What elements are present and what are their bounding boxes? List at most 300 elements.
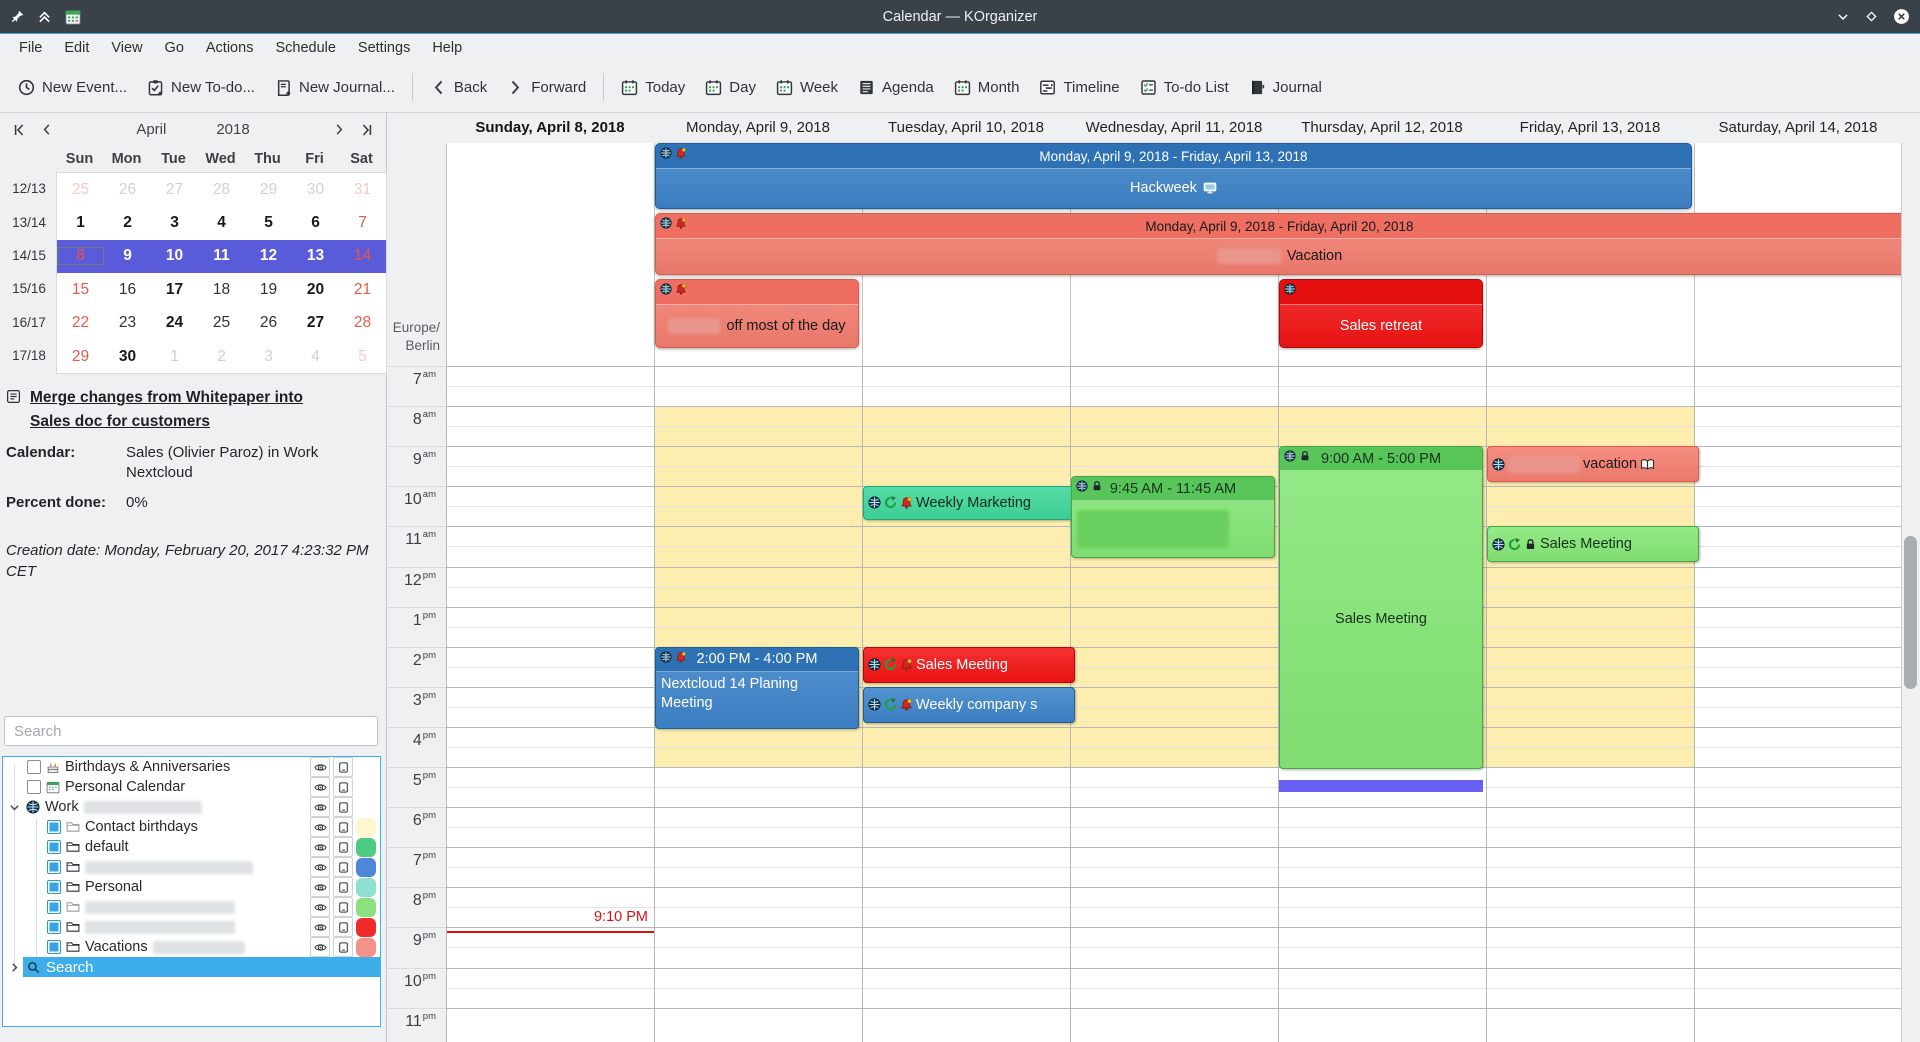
minical-month[interactable]: April — [136, 121, 167, 138]
todo-properties — [6, 443, 374, 514]
minical-day-cell[interactable]: 2 — [123, 214, 132, 232]
calendar-list-item-work[interactable] — [3, 797, 380, 817]
event-sales-meeting-tuesday[interactable] — [863, 647, 1075, 683]
day-header-4[interactable]: Thursday, April 12, 2018 — [1301, 119, 1463, 136]
toggle-visibility-button[interactable] — [310, 917, 330, 937]
minical-day-cell[interactable]: 31 — [353, 180, 372, 198]
day-button[interactable] — [695, 72, 766, 103]
calendar-list-label: Work — [45, 799, 79, 815]
event-vacation-friday[interactable] — [1487, 446, 1699, 482]
hour-line-gutter — [387, 366, 446, 367]
alarm-icon — [900, 658, 913, 671]
minical-day-cell[interactable]: 6 — [311, 214, 320, 232]
eye-icon — [314, 921, 327, 934]
toggle-visibility-button[interactable] — [310, 777, 330, 797]
globe-icon — [1492, 538, 1505, 551]
minical-day-cell[interactable]: 9 — [123, 247, 132, 265]
half-hour-line — [446, 627, 1902, 628]
lock-icon — [1524, 538, 1537, 551]
quickview-button[interactable] — [333, 897, 353, 917]
minical-day-cell[interactable]: 22 — [71, 314, 90, 332]
minical-day-cell[interactable]: 7 — [358, 214, 367, 232]
allday-banner-vacation-banner[interactable] — [655, 213, 1903, 275]
today-button[interactable] — [611, 72, 695, 103]
quickview-button[interactable] — [333, 937, 353, 957]
hour-label — [387, 730, 436, 750]
folder-faded-icon — [66, 820, 80, 834]
journal-button[interactable] — [1239, 72, 1332, 103]
minical-day-cell[interactable]: 26 — [259, 314, 278, 332]
globe-icon — [660, 147, 672, 159]
minical-day-cell[interactable]: 3 — [264, 347, 273, 365]
page-icon — [338, 942, 349, 953]
event-sales-meeting-friday[interactable] — [1487, 526, 1699, 562]
calendar-list-label: default — [85, 839, 129, 855]
menu-file[interactable]: File — [19, 40, 43, 56]
hour-label — [387, 449, 436, 469]
banner-date-range — [656, 214, 1903, 239]
day-header-0[interactable]: Sunday, April 8, 2018 — [475, 119, 625, 136]
banner-title-text: Vacation — [1286, 248, 1343, 264]
minical-day-cell[interactable]: 4 — [217, 214, 226, 232]
hour-line-gutter — [387, 968, 446, 969]
hour-line-gutter — [387, 767, 446, 768]
minical-day-cell[interactable]: 18 — [212, 280, 231, 298]
hour-ampm: am — [422, 409, 436, 421]
chevron-left-icon[interactable] — [40, 123, 53, 136]
todo-list-button[interactable] — [1130, 72, 1239, 103]
menu-schedule[interactable]: Schedule — [275, 40, 336, 56]
hour-line — [446, 567, 1902, 568]
minical-day-cell[interactable]: 17 — [165, 280, 184, 298]
calendar-list-item-calendar-redacted-1[interactable] — [3, 857, 380, 877]
week-label: Week — [799, 78, 839, 96]
quickview-button[interactable] — [333, 777, 353, 797]
hour-label — [387, 610, 436, 630]
todo-property-row — [6, 493, 374, 513]
hour-line-gutter — [387, 727, 446, 728]
menu-settings[interactable]: Settings — [357, 40, 411, 56]
todo-property-row — [6, 443, 374, 484]
eye-icon — [314, 781, 327, 794]
minical-day-cell[interactable]: 1 — [76, 214, 85, 232]
menu-view[interactable]: View — [111, 40, 143, 56]
day-header-6[interactable]: Saturday, April 14, 2018 — [1718, 119, 1878, 136]
lock-icon — [1299, 450, 1311, 462]
calendar-list-label: Contact birthdays — [85, 819, 198, 835]
hour-line — [446, 406, 1902, 407]
calendar-list-actions — [310, 897, 376, 917]
todo-title[interactable]: Merge changes from Whitepaper into Sales doc for customers — [30, 389, 304, 430]
minical-day-cell[interactable]: 30 — [306, 180, 325, 198]
hour-ampm: pm — [422, 609, 436, 621]
calendar-list-item-calendar-redacted-3[interactable] — [3, 917, 380, 937]
hour-line-gutter — [387, 807, 446, 808]
calendar-list-item-personal-calendar[interactable] — [3, 777, 380, 797]
skip-back-icon[interactable] — [12, 123, 26, 137]
hour-number: 2 — [412, 651, 422, 669]
hour-number: 5 — [412, 772, 422, 789]
allday-event-header — [1280, 280, 1482, 305]
calendar-checkbox[interactable] — [47, 920, 61, 934]
new-journal-button[interactable] — [265, 72, 405, 103]
event-icons — [660, 651, 687, 663]
hour-ampm: am — [422, 529, 436, 541]
hour-ampm: pm — [422, 850, 436, 862]
calendar-list-item-default[interactable] — [3, 837, 380, 857]
minical-day-cell[interactable]: 24 — [165, 314, 184, 332]
toggle-visibility-button[interactable] — [310, 857, 330, 877]
weekday-tue: Tue — [161, 151, 186, 167]
folder-icon — [66, 860, 80, 874]
event-body — [1280, 471, 1482, 768]
vertical-scrollbar[interactable] — [1901, 143, 1920, 1042]
computer-icon — [1203, 181, 1217, 195]
alarm-icon — [900, 496, 913, 509]
toggle-visibility-button[interactable] — [310, 877, 330, 897]
minical-day-cell[interactable]: 28 — [212, 180, 231, 198]
calendar-checkbox[interactable] — [47, 900, 61, 914]
minical-day-cell[interactable]: 25 — [212, 314, 231, 332]
folder-icon — [66, 880, 80, 894]
journal-icon — [1249, 79, 1266, 96]
calendar-checkbox[interactable] — [47, 820, 61, 834]
forward-label: Forward — [531, 78, 587, 96]
minical-day-cell[interactable]: 21 — [353, 280, 372, 298]
minimize-icon[interactable] — [1836, 10, 1850, 24]
recur-icon — [1508, 538, 1521, 551]
event-icons — [660, 283, 687, 295]
toggle-visibility-button[interactable] — [310, 897, 330, 917]
calendar-list-label: Birthdays & Anniversaries — [65, 759, 231, 775]
toggle-visibility-button[interactable] — [310, 937, 330, 957]
quickview-button[interactable] — [333, 917, 353, 937]
minical-day-cell[interactable]: 4 — [311, 347, 320, 365]
week-number[interactable]: 14/15 — [12, 247, 46, 263]
timezone-line: Europe/ — [392, 320, 440, 335]
minical-day-cell[interactable]: 14 — [353, 247, 372, 265]
hour-label — [387, 770, 436, 790]
event-title: vacation — [1583, 456, 1638, 473]
today-label: Today — [645, 78, 686, 96]
alarm-icon — [675, 651, 687, 663]
globe-icon — [1076, 480, 1088, 492]
page-icon — [338, 922, 349, 933]
week-number[interactable]: 15/16 — [12, 281, 46, 297]
week-number[interactable]: 17/18 — [12, 348, 46, 364]
toggle-visibility-button[interactable] — [310, 817, 330, 837]
minical-day-cell[interactable]: 29 — [259, 180, 278, 198]
minical-day-cell[interactable]: 1 — [170, 347, 179, 365]
quickview-button[interactable] — [333, 857, 353, 877]
new-todo-button[interactable] — [137, 72, 265, 103]
menu-actions[interactable]: Actions — [205, 40, 254, 56]
skip-forward-icon[interactable] — [360, 123, 374, 137]
banner-title — [656, 239, 1903, 273]
minical-day-cell[interactable]: 23 — [118, 314, 137, 332]
selected-time-slot[interactable] — [1279, 780, 1483, 792]
hour-ampm: pm — [422, 810, 436, 822]
eye-icon — [314, 861, 327, 874]
calendar-checkbox[interactable] — [47, 880, 61, 894]
calendar-checkbox[interactable] — [27, 760, 41, 774]
calendar-list-item-vacations[interactable] — [3, 937, 380, 957]
globe-icon — [660, 283, 672, 295]
calendar-list-actions — [310, 857, 376, 877]
menu-help[interactable]: Help — [432, 40, 463, 56]
hour-line-gutter — [387, 486, 446, 487]
minical-day-cell[interactable]: 15 — [71, 280, 90, 298]
hour-number: 7 — [412, 371, 422, 388]
minical-day-cell[interactable]: 11 — [213, 247, 230, 265]
minical-day-cell[interactable]: 16 — [118, 280, 137, 298]
calendar-list-actions — [310, 757, 376, 777]
minical-day-cell[interactable]: 19 — [259, 280, 278, 298]
clipboard-icon — [147, 79, 164, 96]
menu-edit[interactable]: Edit — [64, 40, 90, 56]
main-content — [0, 113, 1920, 1042]
minical-day-cell[interactable]: 26 — [118, 180, 137, 198]
day-header-3[interactable]: Wednesday, April 11, 2018 — [1085, 119, 1263, 136]
calendar-list-item-contact-birthdays[interactable] — [3, 817, 380, 837]
hour-line-gutter — [387, 647, 446, 648]
calendar-color-swatch — [356, 918, 376, 937]
week-number[interactable]: 12/13 — [12, 181, 46, 197]
cake-icon — [46, 760, 60, 774]
event-nextcloud-14-planing-meeting[interactable] — [655, 647, 859, 729]
grid-column-line — [446, 357, 447, 1042]
toggle-visibility-button[interactable] — [310, 757, 330, 777]
recur-icon — [884, 698, 897, 711]
quickview-button[interactable] — [333, 797, 353, 817]
calendar-color-swatch — [356, 898, 376, 917]
minical-day-cell[interactable]: 8 — [57, 247, 104, 265]
hour-line-gutter — [387, 927, 446, 928]
week-number[interactable]: 13/14 — [12, 214, 46, 230]
minical-day-cell[interactable]: 25 — [71, 180, 90, 198]
redacted-text — [85, 901, 235, 914]
back-button[interactable] — [420, 72, 497, 103]
quickview-button[interactable] — [333, 757, 353, 777]
close-icon[interactable] — [1893, 8, 1910, 25]
minical-day-cell[interactable]: 27 — [306, 314, 325, 332]
folder-icon — [66, 840, 80, 854]
calendar-checkbox[interactable] — [47, 840, 61, 854]
back-label: Back — [453, 78, 488, 96]
shade-icon[interactable] — [37, 9, 52, 24]
minical-day-cell[interactable]: 10 — [165, 247, 184, 265]
chevron-right-small-icon[interactable] — [8, 961, 21, 974]
calendar-checkbox[interactable] — [47, 860, 61, 874]
day-header-1[interactable]: Monday, April 9, 2018 — [686, 119, 830, 136]
calendar-list-item-personal[interactable] — [3, 877, 380, 897]
month-label: Month — [977, 78, 1020, 96]
hour-ampm: pm — [422, 890, 436, 902]
day-header-gutter — [387, 113, 446, 143]
calendar-color-swatch — [356, 878, 376, 897]
event-icons — [1284, 450, 1311, 462]
minical-day-cell[interactable]: 3 — [170, 214, 179, 232]
event-icons — [1284, 283, 1296, 295]
calendar-checkbox[interactable] — [47, 940, 61, 954]
hour-number: 9 — [412, 932, 422, 950]
hour-label — [387, 489, 436, 509]
redacted-text — [668, 318, 720, 334]
hour-ampm: pm — [422, 970, 436, 982]
event-meeting-945-1145[interactable] — [1071, 476, 1275, 558]
chevron-down-icon[interactable] — [8, 801, 21, 814]
agenda-button[interactable] — [848, 72, 944, 103]
minical-day-cell[interactable]: 13 — [306, 247, 325, 265]
globe-icon — [1492, 458, 1505, 471]
maximize-icon[interactable] — [1865, 10, 1878, 23]
globe-icon — [868, 698, 881, 711]
hour-ampm: pm — [422, 930, 436, 942]
sidebar — [0, 113, 387, 1042]
quickview-button[interactable] — [333, 877, 353, 897]
hour-ampm: pm — [422, 649, 436, 661]
month-button[interactable] — [944, 72, 1030, 103]
minical-week-row — [57, 173, 386, 206]
hour-label — [387, 971, 436, 991]
hour-number: 3 — [412, 691, 422, 709]
calendar-list-label: Personal Calendar — [65, 779, 186, 795]
minical-year[interactable]: 2018 — [216, 121, 250, 138]
minical-weekday-header — [56, 146, 386, 172]
quickview-button[interactable] — [333, 837, 353, 857]
hour-label — [387, 1011, 436, 1031]
allday-banner-hackweek[interactable] — [655, 143, 1692, 209]
minical-day-cell[interactable]: 20 — [306, 280, 325, 298]
menu-go[interactable]: Go — [164, 40, 184, 56]
week-number[interactable]: 16/17 — [12, 314, 46, 330]
half-hour-line — [446, 386, 1902, 387]
minical-day-cell[interactable]: 5 — [358, 347, 367, 365]
minical-day-cell[interactable]: 27 — [165, 180, 184, 198]
calendar-list-item-search[interactable] — [3, 957, 380, 977]
minical-day-cell[interactable]: 30 — [118, 347, 137, 365]
allday-event-header — [656, 280, 858, 305]
week-button[interactable] — [766, 72, 848, 103]
eye-icon — [314, 941, 327, 954]
page-icon — [338, 842, 349, 853]
calendar-checkbox[interactable] — [27, 780, 41, 794]
forward-button[interactable] — [497, 72, 596, 103]
folder-faded-icon — [66, 900, 80, 914]
half-hour-line — [446, 988, 1902, 989]
event-weekly-company-standup[interactable] — [863, 687, 1075, 723]
calendar-list-item-birthdays-anniversaries[interactable] — [3, 757, 380, 777]
hour-number: 7 — [412, 852, 422, 870]
hour-label — [387, 529, 436, 549]
page-icon — [338, 862, 349, 873]
calendar-list-selected-row[interactable] — [23, 957, 380, 977]
titlebar-left-icons — [10, 8, 82, 26]
current-time-line — [447, 931, 654, 933]
event-weekly-marketing[interactable] — [863, 486, 1075, 519]
minical-day-cell[interactable]: 12 — [259, 247, 278, 265]
todo-property-value: Sales (Olivier Paroz) in Work Nextcloud — [126, 443, 319, 482]
hour-line-gutter — [387, 607, 446, 608]
day-header-2[interactable]: Tuesday, April 10, 2018 — [888, 119, 1044, 136]
timezone-line: Berlin — [405, 337, 440, 353]
minical-week-row — [57, 240, 386, 273]
eye-icon — [314, 761, 327, 774]
recur-icon — [884, 658, 897, 671]
redacted-text — [153, 941, 245, 954]
globe-icon — [26, 800, 40, 814]
globe-icon — [868, 658, 881, 671]
calendar-list-actions — [310, 837, 376, 857]
window-controls — [1836, 8, 1910, 25]
calendar-list-item-calendar-redacted-2[interactable] — [3, 897, 380, 917]
timeline-button[interactable] — [1029, 72, 1129, 103]
journal-plus-icon — [275, 79, 292, 96]
hour-number: 1 — [412, 611, 422, 629]
day-header-5[interactable]: Friday, April 13, 2018 — [1519, 119, 1661, 136]
toggle-visibility-button[interactable] — [310, 837, 330, 857]
scrollbar-thumb[interactable] — [1904, 536, 1917, 689]
toolbar-separator — [603, 73, 604, 101]
calendar-search-input[interactable] — [4, 716, 378, 746]
calendar-icon — [621, 79, 638, 96]
hour-label — [387, 650, 436, 670]
hour-number: 4 — [412, 731, 422, 749]
allday-event-sales-retreat[interactable] — [1279, 279, 1483, 348]
event-time-text: 9:45 AM - 11:45 AM — [1109, 480, 1237, 497]
hour-line-gutter — [387, 687, 446, 688]
chevron-right-icon[interactable] — [333, 123, 346, 136]
todo-details — [0, 374, 386, 583]
todo-property-label: Percent done: — [6, 494, 107, 512]
page-icon — [338, 882, 349, 893]
chevron-right-icon — [507, 79, 524, 96]
half-hour-line — [446, 867, 1902, 868]
page-icon — [338, 822, 349, 833]
hour-line-gutter — [387, 567, 446, 568]
minical-week-row — [57, 307, 386, 340]
calendar-list-actions — [310, 917, 376, 937]
hour-ampm: pm — [422, 770, 436, 781]
half-hour-line — [446, 426, 1902, 427]
quickview-button[interactable] — [333, 817, 353, 837]
globe-icon — [660, 651, 672, 663]
minical-day-cell[interactable]: 2 — [217, 347, 226, 365]
minical-day-cell[interactable]: 5 — [264, 214, 273, 232]
minical-day-cell[interactable]: 29 — [71, 347, 90, 365]
menubar — [0, 34, 1920, 62]
pin-icon[interactable] — [10, 9, 25, 24]
weekday-sat: Sat — [350, 151, 373, 167]
hour-ampm: pm — [422, 689, 436, 701]
hour-ampm: am — [422, 449, 436, 461]
eye-icon — [314, 801, 327, 814]
hour-ampm: am — [422, 369, 436, 380]
new-event-button[interactable] — [8, 72, 137, 103]
journal-label: Journal — [1272, 78, 1322, 96]
minical-week-numbers — [2, 172, 56, 374]
hour-label — [387, 810, 436, 830]
minical-day-cell[interactable]: 28 — [353, 314, 372, 332]
toggle-visibility-button[interactable] — [310, 797, 330, 817]
calendar-list-label: Vacations — [85, 939, 148, 955]
redacted-text — [1077, 510, 1229, 548]
calendar-list-actions — [310, 777, 376, 797]
redacted-text — [85, 861, 253, 874]
allday-event-off-most-of-the-day[interactable] — [655, 279, 859, 348]
event-sales-meeting-thursday[interactable] — [1279, 446, 1483, 769]
globe-icon — [660, 217, 672, 229]
